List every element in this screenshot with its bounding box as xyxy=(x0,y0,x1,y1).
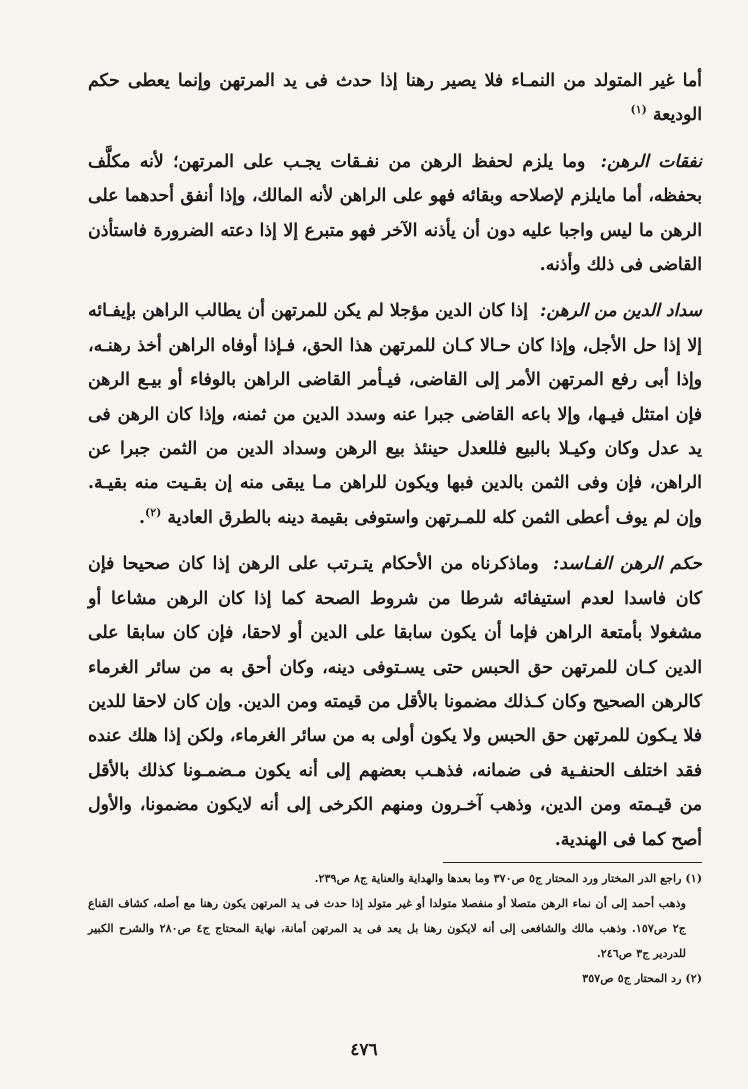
section-heading: حكم الرهن الفـاسد: xyxy=(552,554,702,575)
section-heading: سداد الدين من الرهن: xyxy=(539,301,702,322)
footnote-separator xyxy=(443,862,702,863)
footnote-1-continued: وذهب أحمد إلى أن نماء الرهن متصلا أو منفصلا متولدا أو غير متولد إذا حدث فى يد المرتهن يكون رهنا مع أصله، كشاف القناع ج٢ ص١٥٧. وذهب مالك والشافعى إلى أنه لايكون رهنا بل يعد فى يد المرتهن أمانة، نهاية المحتاج ج٤ ص٢٨٠ والشرح الكبير للدردير ج٣ ص٢٤٦. xyxy=(88,896,687,960)
page-number: ٤٧٦ xyxy=(350,1040,378,1060)
footnotes xyxy=(88,866,702,991)
footnote-1: (١) راجع الدر المختار ورد المحتار ج٥ ص٣٧٠ وما بعدها والهداية والعناية ج٨ ص٢٣٩. xyxy=(314,871,702,885)
paragraph-debt-settlement xyxy=(88,294,702,535)
paragraph-tail: . xyxy=(138,507,145,528)
paragraph-pledge-expenses xyxy=(88,145,702,283)
paragraph-text: إذا كان الدين مؤجلا لم يكن للمرتهن أن يطالب الراهن بإيفـائه إلا إذا حل الأجل، وإذا كان حـالا كـان للمرتهن هذا الحق، فـإذا أوفاه الراهن أخذ رهنـه، وإذا أبى رفع المرتهن الأمر إلى القاضى، فيـأمر القاضى الراهن بالوفاء أو بيـع الرهن فإن امتثل فيـها، وإلا باعه القاضى جبرا عنه وسدد الدين من ثمنه، وإذا كان الرهن فى يد عدل وكان وكيـلا بالبيع فللعدل حينئذ بيع الرهن وسداد الدين من الثمن جبرا عن الراهن، فإن وفى الثمن بالدين فبها ويكون للراهن مـا يبقى منه إن بقـيت منه بقيـة. وإن لم يوف أعطى الثمن كله للمـرتهن واستوفى بقيمة دينه بالطرق العادية xyxy=(88,301,702,528)
paragraph-text: أما غير المتولد من النمـاء فلا يصير رهنا إذا حدث فى يد المرتهن وإنما يعطى حكم الوديعة xyxy=(88,71,702,126)
footnote-ref: (١) xyxy=(630,103,647,117)
paragraph-void-pledge xyxy=(88,547,702,857)
paragraph-text: وماذكرناه من الأحكام يتـرتب على الرهن إذا كان صحيحا فإن كان فاسدا لعدم استيفائه شرطا من شروط الصحة كما إذا كان الرهن مشاعا أو مشغولا بأمتعة الراهن فإما أن يكون سابقا على الدين أو لاحقا، فإن كان سابقا على الدين كـان للمرتهن حق الحبس حتى يسـتوفى دينه، وكان أحق به من سائر الغرماء كالرهن الصحيح وكان كـذلك مضمونا بالأقل من قيمته ومن الدين. وإن كان لاحقا للدين فلا يـكون للمرتهن حق الحبس ولا يكون أولى به من سائر الغرماء، ولكن إذا هلك عنده فقد اختلف الحنفـية فى ضمانه، فذهـب بعضهم إلى أنه يكون مـضمـونا كذلك بالأقل من قيـمته ومن الدين، وذهب آخـرون ومنهم الكرخى إلى أنه لايكون مضمونا، والأول أصح كما فى الهندية. xyxy=(88,554,702,850)
paragraph-non-derived-growth xyxy=(88,64,702,133)
footnote-ref: (٢) xyxy=(144,506,162,520)
section-heading: نفقات الرهن: xyxy=(600,151,702,172)
footnote-2: (٢) رد المحتار ج٥ ص٣٥٧ xyxy=(582,971,702,985)
paragraph-text: وما يلزم لحفظ الرهن من نفـقات يجـب على المرتهن؛ لأنه مكلَّف بحفظه، أما مايلزم لإصلاحه وبقائه فهو على الراهن لأنه المالك، وإذا أنفق أحدهما على الرهن ما ليس واجبا عليه دون أن يأذنه الآخر فهو متبرع إلا إذا دعته الضرورة فاستأذن القاضى فى ذلك وأذنه. xyxy=(88,151,702,276)
body-text xyxy=(88,64,702,857)
